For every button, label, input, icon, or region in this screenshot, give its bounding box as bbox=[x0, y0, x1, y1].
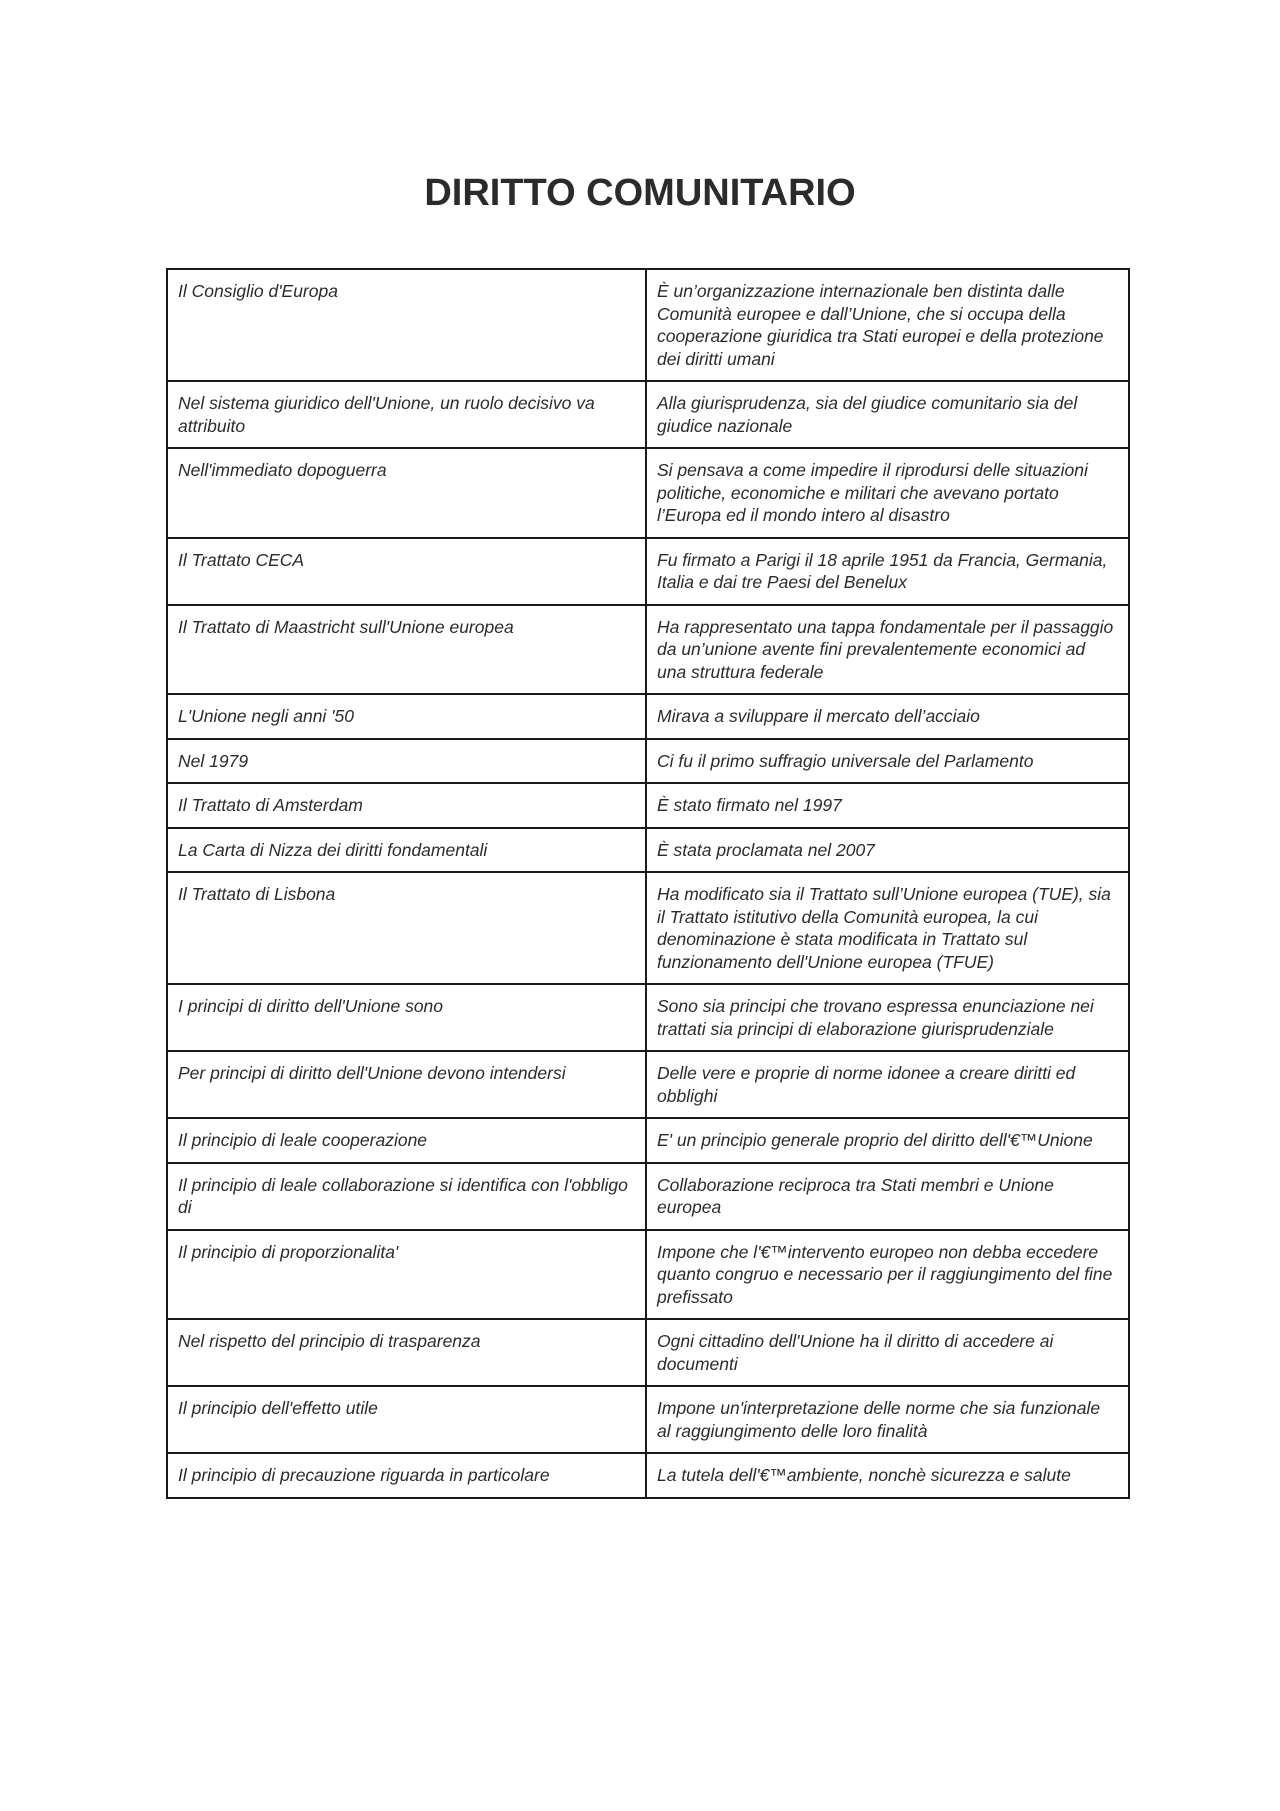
answer-cell: Ha rappresentato una tappa fondamentale per il passaggio da un’unione avente fini prevalentemente economici ad una struttura federale bbox=[646, 605, 1129, 695]
answer-cell: Fu firmato a Parigi il 18 aprile 1951 da Francia, Germania, Italia e dai tre Paesi del Benelux bbox=[646, 538, 1129, 605]
question-cell: I principi di diritto dell'Unione sono bbox=[167, 984, 646, 1051]
answer-cell: La tutela dell'€™ambiente, nonchè sicurezza e salute bbox=[646, 1453, 1129, 1498]
answer-cell: Delle vere e proprie di norme idonee a creare diritti ed obblighi bbox=[646, 1051, 1129, 1118]
question-cell: Il principio di leale collaborazione si identifica con l'obbligo di bbox=[167, 1163, 646, 1230]
table-row bbox=[167, 783, 1129, 828]
answer-cell: Sono sia principi che trovano espressa enunciazione nei trattati sia principi di elaborazione giurisprudenziale bbox=[646, 984, 1129, 1051]
table-row bbox=[167, 872, 1129, 984]
table-row bbox=[167, 605, 1129, 695]
answer-cell: È un’organizzazione internazionale ben distinta dalle Comunità europee e dall’Unione, che si occupa della cooperazione giuridica tra Stati europei e della protezione dei diritti umani bbox=[646, 269, 1129, 381]
answer-cell: Ci fu il primo suffragio universale del Parlamento bbox=[646, 739, 1129, 784]
answer-cell: Impone che l'€™intervento europeo non debba eccedere quanto congruo e necessario per il raggiungimento del fine prefissato bbox=[646, 1230, 1129, 1320]
answer-cell: Ogni cittadino dell'Unione ha il diritto di accedere ai documenti bbox=[646, 1319, 1129, 1386]
qa-table-body bbox=[167, 269, 1129, 1498]
answer-cell: Ha modificato sia il Trattato sull’Unione europea (TUE), sia il Trattato istitutivo della Comunità europea, la cui denominazione è stata modificata in Trattato sul funzionamento dell'Unione europea (TFUE) bbox=[646, 872, 1129, 984]
table-row bbox=[167, 381, 1129, 448]
table-row bbox=[167, 1163, 1129, 1230]
table-row bbox=[167, 269, 1129, 381]
table-row bbox=[167, 448, 1129, 538]
question-cell: La Carta di Nizza dei diritti fondamentali bbox=[167, 828, 646, 873]
table-row bbox=[167, 1051, 1129, 1118]
question-cell: Il Trattato di Amsterdam bbox=[167, 783, 646, 828]
answer-cell: Impone un'interpretazione delle norme che sia funzionale al raggiungimento delle loro finalità bbox=[646, 1386, 1129, 1453]
table-row bbox=[167, 1386, 1129, 1453]
question-cell: L'Unione negli anni '50 bbox=[167, 694, 646, 739]
table-row bbox=[167, 984, 1129, 1051]
question-cell: Il Consiglio d'Europa bbox=[167, 269, 646, 381]
question-cell: Nel sistema giuridico dell'Unione, un ruolo decisivo va attribuito bbox=[167, 381, 646, 448]
table-row bbox=[167, 739, 1129, 784]
question-cell: Il Trattato di Maastricht sull'Unione europea bbox=[167, 605, 646, 695]
question-cell: Il Trattato di Lisbona bbox=[167, 872, 646, 984]
question-cell: Nell'immediato dopoguerra bbox=[167, 448, 646, 538]
page-title: DIRITTO COMUNITARIO bbox=[424, 172, 856, 214]
table-row bbox=[167, 1453, 1129, 1498]
question-cell: Il principio di leale cooperazione bbox=[167, 1118, 646, 1163]
table-row bbox=[167, 538, 1129, 605]
table-row bbox=[167, 1230, 1129, 1320]
answer-cell: Si pensava a come impedire il riprodursi delle situazioni politiche, economiche e militari che avevano portato l’Europa ed il mondo intero al disastro bbox=[646, 448, 1129, 538]
table-row bbox=[167, 828, 1129, 873]
question-cell: Nel 1979 bbox=[167, 739, 646, 784]
qa-table bbox=[166, 268, 1130, 1499]
answer-cell: Alla giurisprudenza, sia del giudice comunitario sia del giudice nazionale bbox=[646, 381, 1129, 448]
answer-cell: Collaborazione reciproca tra Stati membri e Unione europea bbox=[646, 1163, 1129, 1230]
question-cell: Il principio dell'effetto utile bbox=[167, 1386, 646, 1453]
table-row bbox=[167, 694, 1129, 739]
question-cell: Il principio di precauzione riguarda in particolare bbox=[167, 1453, 646, 1498]
question-cell: Per principi di diritto dell'Unione devono intendersi bbox=[167, 1051, 646, 1118]
answer-cell: Mirava a sviluppare il mercato dell’acciaio bbox=[646, 694, 1129, 739]
question-cell: Il principio di proporzionalita' bbox=[167, 1230, 646, 1320]
question-cell: Il Trattato CECA bbox=[167, 538, 646, 605]
question-cell: Nel rispetto del principio di trasparenza bbox=[167, 1319, 646, 1386]
answer-cell: È stato firmato nel 1997 bbox=[646, 783, 1129, 828]
answer-cell: È stata proclamata nel 2007 bbox=[646, 828, 1129, 873]
table-row bbox=[167, 1118, 1129, 1163]
table-row bbox=[167, 1319, 1129, 1386]
answer-cell: E' un principio generale proprio del diritto dell'€™Unione bbox=[646, 1118, 1129, 1163]
